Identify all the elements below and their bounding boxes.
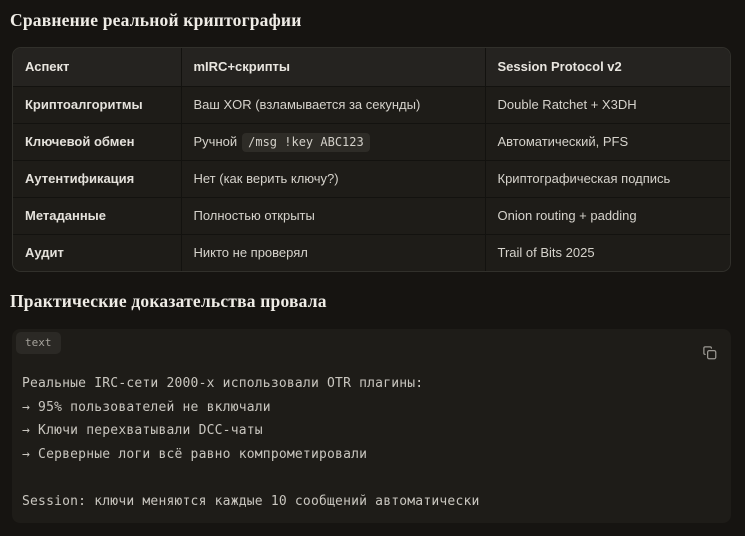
column-header-mirc: mIRC+скрипты bbox=[181, 48, 485, 87]
table-row bbox=[13, 124, 730, 161]
code-language-label: text bbox=[16, 332, 61, 354]
code-line: → Ключи перехватывали DCC-чаты bbox=[22, 423, 263, 438]
cell-aspect: Криптоалгоритмы bbox=[13, 87, 181, 124]
inline-code: /msg !key ABC123 bbox=[242, 133, 370, 152]
code-block bbox=[12, 329, 731, 523]
cell-aspect: Аутентификация bbox=[13, 161, 181, 198]
code-content bbox=[16, 372, 727, 513]
cell-session: Onion routing + padding bbox=[485, 198, 730, 235]
table-row bbox=[13, 161, 730, 198]
code-line: Session: ключи меняются каждые 10 сообщений автоматически bbox=[22, 493, 480, 509]
section-heading-comparison: Сравнение реальной криптографии bbox=[10, 10, 302, 30]
cell-aspect: Ключевой обмен bbox=[13, 124, 181, 161]
cell-session: Double Ratchet + X3DH bbox=[485, 87, 730, 124]
copy-icon bbox=[702, 348, 717, 363]
table-header-row bbox=[13, 48, 730, 87]
code-line: → 95% пользователей не включали bbox=[22, 399, 271, 415]
table-row bbox=[13, 235, 730, 272]
cell-session: Автоматический, PFS bbox=[485, 124, 730, 161]
column-header-session: Session Protocol v2 bbox=[485, 48, 730, 87]
cell-aspect: Метаданные bbox=[13, 198, 181, 235]
section-heading-evidence: Практические доказательства провала bbox=[10, 291, 327, 311]
cell-mirc: Никто не проверял bbox=[181, 235, 485, 272]
code-line: → Серверные логи всё равно компрометировали bbox=[22, 446, 368, 462]
cell-mirc: Полностью открыты bbox=[181, 198, 485, 235]
cell-session: Trail of Bits 2025 bbox=[485, 235, 730, 272]
cell-session: Криптографическая подпись bbox=[485, 161, 730, 198]
table-row bbox=[13, 198, 730, 235]
cell-mirc: Ваш XOR (взламывается за секунды) bbox=[181, 87, 485, 124]
copy-button[interactable] bbox=[702, 345, 717, 360]
code-line bbox=[22, 466, 721, 490]
column-header-aspect: Аспект bbox=[13, 48, 181, 87]
cell-mirc-text: Ручной bbox=[193, 134, 238, 149]
code-line: Реальные IRC-сети 2000-х использовали OTR плагины: bbox=[22, 376, 424, 391]
code-block-header bbox=[16, 332, 727, 360]
cell-aspect: Аудит bbox=[13, 235, 181, 272]
table-row bbox=[13, 87, 730, 124]
crypto-comparison-table bbox=[12, 47, 731, 272]
cell-mirc: Нет (как верить ключу?) bbox=[181, 161, 485, 198]
cell-mirc bbox=[181, 124, 485, 161]
